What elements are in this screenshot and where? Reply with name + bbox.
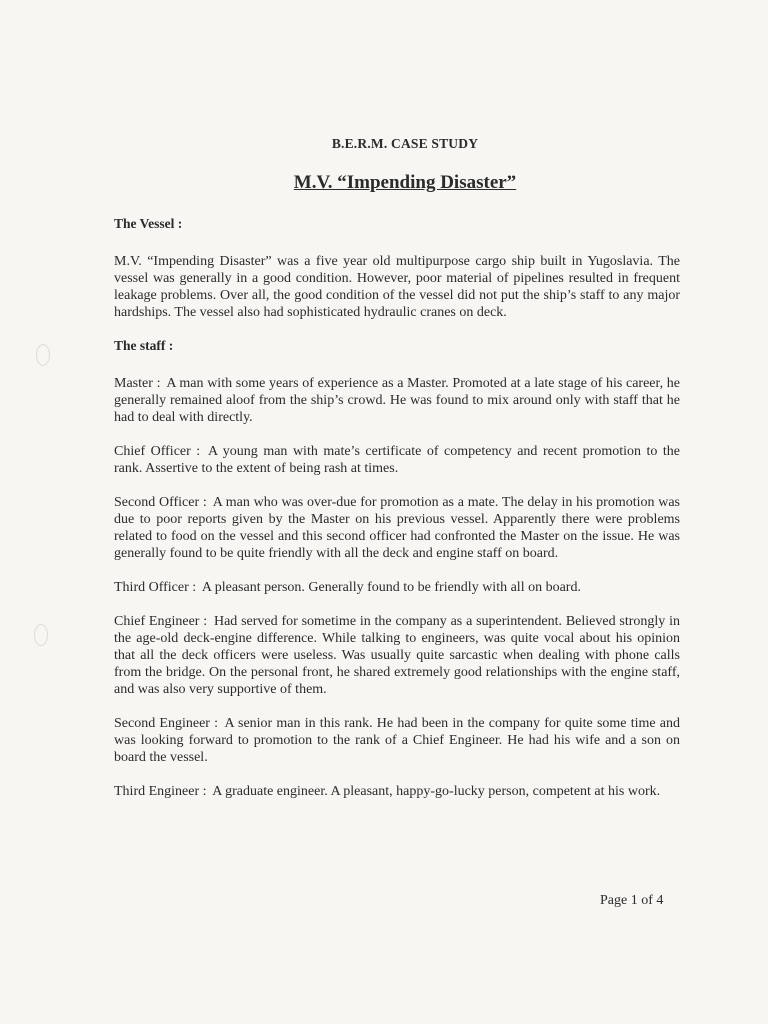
punch-hole-mark bbox=[34, 624, 48, 646]
staff-paragraph-third-officer bbox=[114, 579, 680, 596]
staff-paragraph-second-engineer bbox=[114, 715, 680, 766]
staff-role: Second Officer : bbox=[114, 495, 207, 510]
case-study-label: B.E.R.M. CASE STUDY bbox=[331, 136, 479, 151]
staff-role: Third Engineer : bbox=[114, 784, 207, 799]
staff-role: Third Officer : bbox=[114, 580, 197, 595]
staff-description: Had served for sometime in the company as a superintendent. Believed strongly in the age-old deck-engine difference. While talking to engineers, was quite vocal about his opinion that all the deck officers were useless. Was usually quite sarcastic when dealing with phone calls from the bridge. On the personal front, he shared extremely good relationships with the engine staff, and was also very supportive of them. bbox=[114, 614, 680, 697]
staff-description: A man who was over-due for promotion as a mate. The delay in his promotion was due to poor reports given by the Master on his previous vessel. Apparently there were problems related to food on the vessel and this second officer had confronted the Master on the issue. He was generally found to be quite friendly with all the deck and engine staff on board. bbox=[114, 495, 680, 561]
staff-heading: The staff : bbox=[114, 338, 174, 353]
document-title: M.V. “Impending Disaster” bbox=[293, 172, 517, 193]
staff-paragraph-third-engineer bbox=[114, 783, 680, 800]
staff-description: A young man with mate’s certificate of competency and recent promotion to the rank. Assertive to the extent of being rash at times. bbox=[114, 444, 681, 476]
staff-description: A man with some years of experience as a Master. Promoted at a late stage of his career, he generally remained aloof from the ship’s crowd. He was found to mix around only with staff that he had to deal with directly. bbox=[114, 376, 680, 425]
staff-description: A graduate engineer. A pleasant, happy-go-lucky person, competent at his work. bbox=[212, 784, 661, 799]
staff-role: Master : bbox=[114, 376, 161, 391]
vessel-paragraph: M.V. “Impending Disaster” was a five year old multipurpose cargo ship built in Yugoslavia. The vessel was generally in a good condition. However, poor material of pipelines resulted in frequent leakage problems. Over all, the good condition of the vessel did not put the ship’s staff to any major hardships. The vessel also had sophisticated hydraulic cranes on deck. bbox=[114, 254, 680, 320]
document-body bbox=[114, 136, 680, 800]
staff-description: A pleasant person. Generally found to be friendly with all on board. bbox=[201, 580, 581, 595]
staff-paragraph-second-officer bbox=[114, 494, 680, 562]
vessel-heading: The Vessel : bbox=[114, 216, 183, 231]
staff-role: Chief Officer : bbox=[114, 444, 201, 459]
page-number: Page 1 of 4 bbox=[600, 893, 664, 908]
staff-paragraph-chief-officer bbox=[114, 443, 680, 477]
staff-role: Second Engineer : bbox=[114, 716, 219, 731]
staff-paragraph-chief-engineer bbox=[114, 613, 680, 698]
punch-hole-mark bbox=[36, 344, 50, 366]
staff-paragraph-master bbox=[114, 375, 680, 426]
staff-description: A senior man in this rank. He had been in the company for quite some time and was looking forward to promotion to the rank of a Chief Engineer. He had his wife and a son on board the vessel. bbox=[114, 716, 681, 765]
staff-role: Chief Engineer : bbox=[114, 614, 208, 629]
